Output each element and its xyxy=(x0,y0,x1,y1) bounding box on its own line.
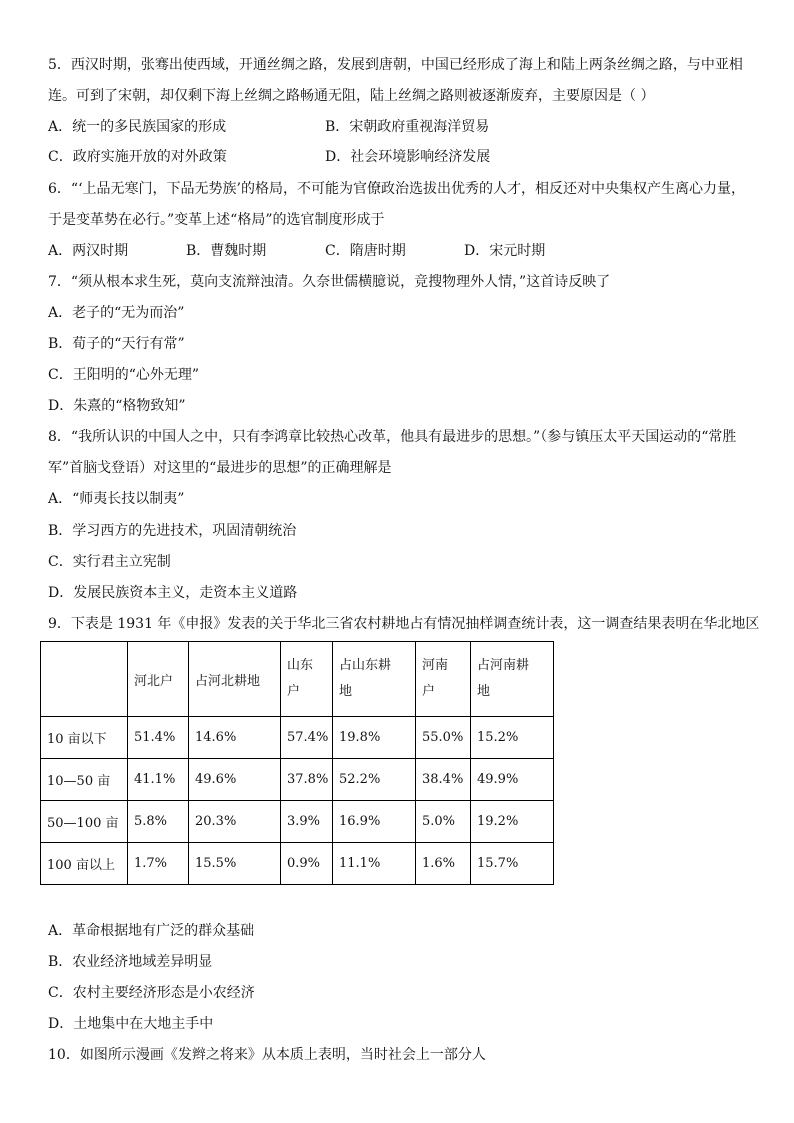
q9-option-d: D．土地集中在大地主手中 xyxy=(48,1016,214,1032)
table-cell: 100 亩以上 xyxy=(41,843,128,885)
q7-option-b: B．荀子的“天行有常” xyxy=(48,336,185,352)
table-row xyxy=(41,717,554,759)
table-header-row xyxy=(41,642,554,717)
table-cell: 0.9% xyxy=(281,843,333,885)
table-cell: 1.7% xyxy=(128,843,189,885)
table-cell: 15.7% xyxy=(471,843,554,885)
table-header-cell xyxy=(41,642,128,717)
table-cell: 49.6% xyxy=(189,759,281,801)
q7-option-c: C．王阳明的“心外无理” xyxy=(48,367,200,383)
table-cell: 57.4% xyxy=(281,717,333,759)
table-cell: 37.8% xyxy=(281,759,333,801)
table-header-cell-text: 占河南耕地 xyxy=(477,658,530,699)
table-cell: 49.9% xyxy=(471,759,554,801)
table-row xyxy=(41,801,554,843)
farmland-statistics-table xyxy=(40,641,554,885)
table-cell: 5.8% xyxy=(128,801,189,843)
table-header-cell-text: 河南户 xyxy=(422,658,449,699)
q6-stem-line1: 6．“‘上品无寒门，下品无势族’的格局，不可能为官僚政治选拔出优秀的人才，相反还对中央集权产生离心力量， xyxy=(48,181,745,197)
table-row xyxy=(41,843,554,885)
q5-stem-line1: 5．西汉时期，张骞出使西域，开通丝绸之路，发展到唐朝，中国已经形成了海上和陆上两条丝绸之路，与中亚相 xyxy=(48,57,743,73)
table-header-cell-text: 山东户 xyxy=(287,658,314,699)
table-cell: 19.8% xyxy=(333,717,416,759)
q5-option-b: B．宋朝政府重视海洋贸易 xyxy=(325,119,490,135)
q9-option-c: C．农村主要经济形态是小农经济 xyxy=(48,985,255,1001)
table-cell: 55.0% xyxy=(416,717,471,759)
table-header-cell xyxy=(281,642,333,717)
table-cell: 5.0% xyxy=(416,801,471,843)
table-cell: 10—50 亩 xyxy=(41,759,128,801)
q7-option-a: A．老子的“无为而治” xyxy=(48,305,185,321)
table-header-cell xyxy=(416,642,471,717)
table-cell: 50—100 亩 xyxy=(41,801,128,843)
q7-stem-line1: 7．“须从根本求生死，莫向支流辩浊清。久奈世儒横臆说，竞搜物理外人情，”这首诗反映了 xyxy=(48,274,611,290)
table-cell: 14.6% xyxy=(189,717,281,759)
q5-option-d: D．社会环境影响经济发展 xyxy=(325,149,491,165)
table-cell: 15.5% xyxy=(189,843,281,885)
table-cell: 11.1% xyxy=(333,843,416,885)
table-cell: 3.9% xyxy=(281,801,333,843)
q8-stem-line1: 8．“我所认识的中国人之中，只有李鸿章比较热心改革，他具有最进步的思想。”（参与镇压太平天国运动的“常胜 xyxy=(48,429,737,445)
table-cell: 20.3% xyxy=(189,801,281,843)
table-cell: 41.1% xyxy=(128,759,189,801)
q7-option-d: D．朱熹的“格物致知” xyxy=(48,398,186,414)
table-cell: 15.2% xyxy=(471,717,554,759)
q8-option-b: B．学习西方的先进技术，巩固清朝统治 xyxy=(48,523,297,539)
table-cell: 51.4% xyxy=(128,717,189,759)
q8-option-d: D．发展民族资本主义，走资本主义道路 xyxy=(48,585,298,601)
table-header-cell xyxy=(471,642,554,717)
q8-option-c: C．实行君主立宪制 xyxy=(48,554,171,570)
q9-option-b: B．农业经济地域差异明显 xyxy=(48,954,213,970)
table-cell: 19.2% xyxy=(471,801,554,843)
table-header-cell: 占河北耕地 xyxy=(189,642,281,717)
q8-stem-line2: 军”首脑戈登语）对这里的“最进步的思想”的正确理解是 xyxy=(48,460,392,476)
table-cell: 16.9% xyxy=(333,801,416,843)
table-header-cell xyxy=(333,642,416,717)
q10-stem-line1: 10．如图所示漫画《发辫之将来》从本质上表明，当时社会上一部分人 xyxy=(48,1047,486,1063)
table-header-cell: 河北户 xyxy=(128,642,189,717)
q5-option-c: C．政府实施开放的对外政策 xyxy=(48,149,227,165)
q6-option-d: D．宋元时期 xyxy=(464,243,546,259)
q9-option-a: A．革命根据地有广泛的群众基础 xyxy=(48,923,255,939)
table-row xyxy=(41,759,554,801)
table-cell: 38.4% xyxy=(416,759,471,801)
q9-stem-line1: 9．下表是 1931 年《申报》发表的关于华北三省农村耕地占有情况抽样调查统计表，这一调查结果表明在华北地区 xyxy=(48,616,760,632)
q8-option-a: A．“师夷长技以制夷” xyxy=(48,491,185,507)
table-header-cell-text: 占山东耕地 xyxy=(339,658,392,699)
q5-stem-line2: 连。可到了宋朝，却仅剩下海上丝绸之路畅通无阻，陆上丝绸之路则被逐渐废弃，主要原因是（ ） xyxy=(48,88,655,104)
table-cell: 1.6% xyxy=(416,843,471,885)
q6-option-a: A．两汉时期 xyxy=(48,243,129,259)
q6-option-c: C．隋唐时期 xyxy=(325,243,406,259)
q5-option-a: A．统一的多民族国家的形成 xyxy=(48,119,227,135)
q6-stem-line2: 于是变革势在必行。”变革上述“格局”的选官制度形成于 xyxy=(48,212,385,228)
table-cell: 10 亩以下 xyxy=(41,717,128,759)
table-cell: 52.2% xyxy=(333,759,416,801)
q6-option-b: B．曹魏时期 xyxy=(186,243,267,259)
